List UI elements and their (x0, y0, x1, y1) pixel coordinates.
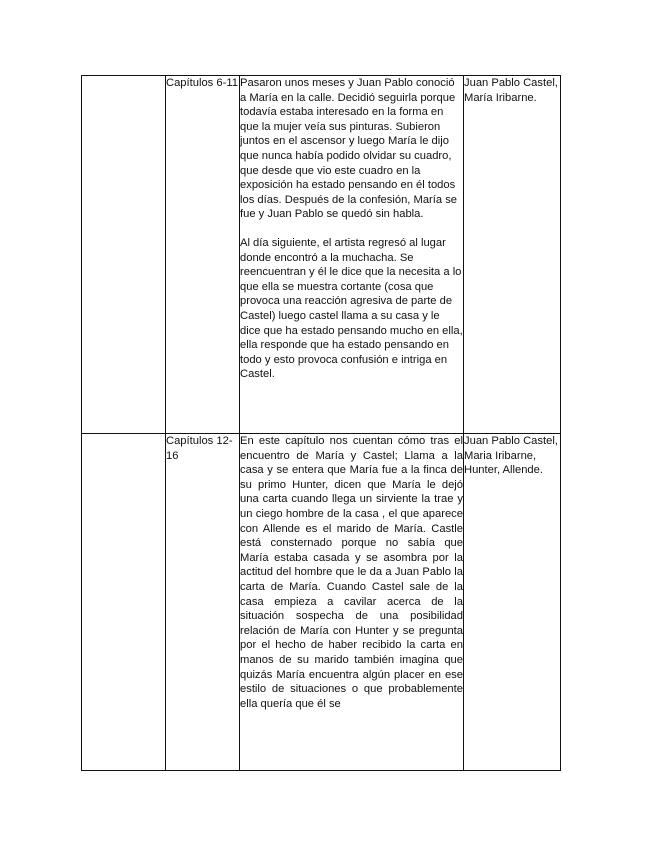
chapter-label: Capítulos 6-11 (166, 77, 238, 89)
summary-cell (240, 76, 464, 434)
characters-list: Juan Pablo Castel, María Iribarne. (464, 77, 558, 104)
summary-paragraph: Al día siguiente, el artista regresó al lugar donde encontró a la muchacha. Se reencuentran y él le dice que la necesita a lo que ella se muestra cortante (cosa que provoca una reacción agresiva de parte de Castel) luego castel llama a su casa y le dice que ha estado pensando mucho en ella, ella responde que ha estado pensando en todo y esto provoca confusión e intriga en Castel. (240, 236, 463, 381)
chapter-summary-table (81, 75, 561, 771)
characters-list: Juan Pablo Castel, Maria Iribarne, Hunter, Allende. (464, 435, 558, 477)
empty-cell (82, 434, 166, 771)
table-row (82, 76, 561, 434)
characters-cell (464, 76, 561, 434)
chapter-cell (166, 434, 240, 771)
chapter-cell (166, 76, 240, 434)
empty-cell (82, 76, 166, 434)
characters-cell (464, 434, 561, 771)
summary-paragraph: Pasaron unos meses y Juan Pablo conoció a María en la calle. Decidió seguirla porque todavía estaba interesado en la forma en que la mujer veía sus pinturas. Subieron juntos en el ascensor y luego María le dijo que nunca había podido olvidar su cuadro, que desde que vio este cuadro en la exposición ha estado pensando en él todos los días. Después de la confesión, María se fue y Juan Pablo se quedó sin habla. (240, 77, 458, 221)
chapter-label: Capítulos 12-16 (166, 435, 233, 462)
summary-cell (240, 434, 464, 771)
table-row (82, 434, 561, 771)
summary-paragraph: En este capítulo nos cuentan cómo tras el encuentro de María y Castel; Llama a la casa y se entera que María fue a la finca de su primo Hunter, dicen que María le dejó una carta cuando llega un sirviente la trae y un ciego hombre de la casa , el que aparece con Allende es el marido de María. Castle está consternado porque no sabía que María estaba casada y se asombra por la actitud del hombre que le da a Juan Pablo la carta de María. Cuando Castel sale de la casa empieza a cavilar acerca de la situación sospecha de una posibilidad relación de María con Hunter y se pregunta por el hecho de haber recibido la carta en manos de su marido también imagina que quizás María encuentra algún placer en ese estilo de situaciones o que probablemente ella quería que él se (240, 435, 463, 710)
